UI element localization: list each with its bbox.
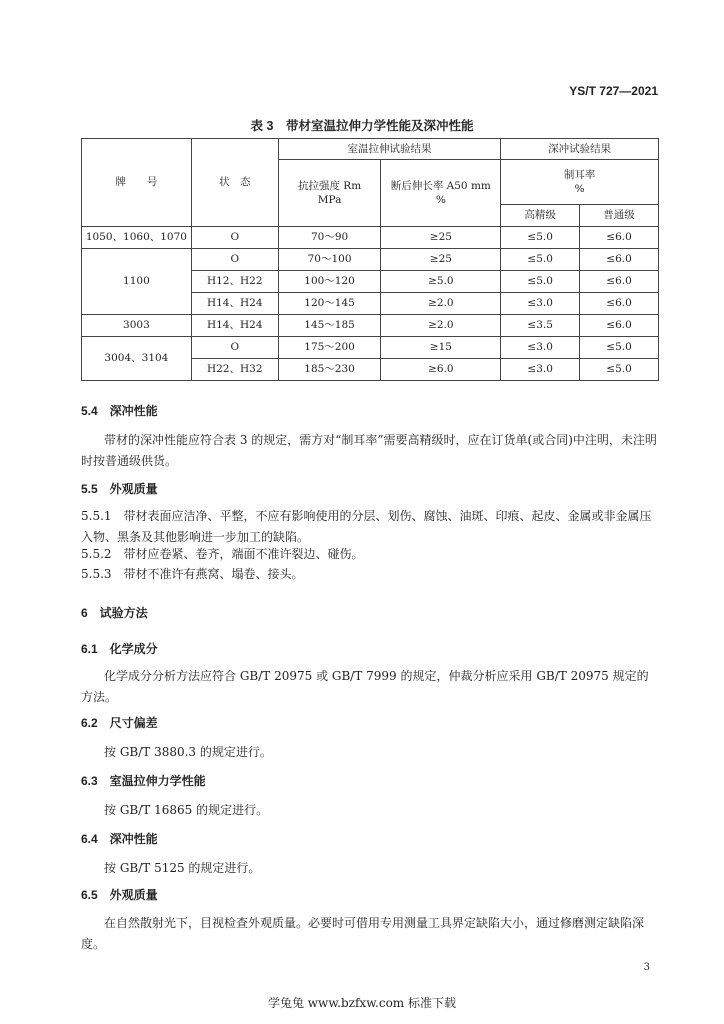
header-strength-line1: 抗拉强度 Rm (297, 179, 362, 192)
table-row (82, 249, 659, 271)
cell-high: ≤3.0 (501, 293, 580, 315)
section-6-2-title: 6.2 尺寸偏差 (81, 716, 158, 730)
section-6-1-body: 化学成分分析方法应符合 GB/T 20975 或 GB/T 7999 的规定，仲裁分析应采用 GB/T 20975 规定的方法。 (81, 669, 649, 704)
section-6-1-title: 6.1 化学成分 (81, 642, 158, 656)
cell-high: ≤5.0 (501, 227, 580, 249)
section-5-5-1: 5.5.1 带材表面应洁净、平整，不应有影响使用的分层、划伤、腐蚀、油斑、印痕、起皮、金属或非金属压入物、黑条及其他影响进一步加工的缺陷。 (81, 509, 652, 544)
cell-state: H14、H24 (191, 315, 278, 337)
table-row (82, 337, 659, 359)
section-6-5-title: 6.5 外观质量 (81, 888, 158, 902)
cell-elongation: ≥25 (381, 249, 501, 271)
header-earing (501, 160, 659, 205)
cell-strength: 175～200 (278, 337, 381, 359)
table-title: 表 3 带材室温拉伸力学性能及深冲性能 (250, 119, 474, 133)
cell-state: H14、H24 (191, 293, 278, 315)
header-earing-line2: % (574, 183, 585, 195)
header-elongation (381, 160, 501, 227)
cell-strength: 70～90 (278, 227, 381, 249)
header-tensile-group: 室温拉伸试验结果 (278, 139, 501, 160)
cell-high: ≤5.0 (501, 249, 580, 271)
cell-normal: ≤6.0 (580, 249, 659, 271)
header-state: 状 态 (191, 139, 278, 227)
cell-state: H12、H22 (191, 271, 278, 293)
cell-normal: ≤5.0 (580, 337, 659, 359)
cell-normal: ≤6.0 (580, 271, 659, 293)
header-high-grade: 高精级 (501, 205, 580, 227)
cell-elongation: ≥15 (381, 337, 501, 359)
cell-elongation: ≥2.0 (381, 315, 501, 337)
cell-normal: ≤6.0 (580, 293, 659, 315)
site-footer: 学兔兔 www.bzfxw.com 标准下载 (267, 996, 457, 1010)
section-6-3-title: 6.3 室温拉伸力学性能 (81, 774, 206, 788)
cell-strength: 70～100 (278, 249, 381, 271)
cell-grade: 1100 (82, 249, 192, 315)
table-row (82, 227, 659, 249)
header-grade: 牌 号 (82, 139, 192, 227)
cell-elongation: ≥5.0 (381, 271, 501, 293)
cell-high: ≤3.5 (501, 315, 580, 337)
cell-grade: 1050、1060、1070 (82, 227, 192, 249)
cell-grade: 3004、3104 (82, 337, 192, 381)
section-6-4-body: 按 GB/T 5125 的规定进行。 (104, 861, 261, 875)
cell-state: O (191, 227, 278, 249)
cell-state: O (191, 249, 278, 271)
properties-table (81, 138, 659, 381)
cell-elongation: ≥25 (381, 227, 501, 249)
section-6-3-body: 按 GB/T 16865 的规定进行。 (104, 803, 269, 817)
cell-strength: 145～185 (278, 315, 381, 337)
section-5-5-2: 5.5.2 带材应卷紧、卷齐，端面不准许裂边、碰伤。 (81, 547, 364, 561)
cell-high: ≤5.0 (501, 271, 580, 293)
section-5-5-3: 5.5.3 带材不准许有燕窝、塌卷、接头。 (81, 567, 304, 581)
cell-normal: ≤5.0 (580, 359, 659, 381)
header-deep-group: 深冲试验结果 (501, 139, 659, 160)
cell-strength: 185～230 (278, 359, 381, 381)
header-strength (278, 160, 381, 227)
cell-strength: 100～120 (278, 271, 381, 293)
header-elongation-line1: 断后伸长率 A50 mm (390, 179, 491, 192)
page-number: 3 (643, 962, 650, 973)
cell-high: ≤3.0 (501, 337, 580, 359)
cell-state: H22、H32 (191, 359, 278, 381)
header-elongation-line2: % (435, 194, 446, 206)
standard-code: YS/T 727—2021 (569, 84, 658, 98)
section-6-title: 6 试验方法 (81, 606, 148, 620)
section-5-5-title: 5.5 外观质量 (81, 482, 158, 496)
cell-state: O (191, 337, 278, 359)
section-5-4-body: 带材的深冲性能应符合表 3 的规定，需方对“制耳率”需要高精级时，应在订货单(或合同)中注明，未注明时按普通级供货。 (81, 433, 657, 468)
cell-normal: ≤6.0 (580, 315, 659, 337)
cell-normal: ≤6.0 (580, 227, 659, 249)
section-6-4-title: 6.4 深冲性能 (81, 832, 158, 846)
table-row (82, 315, 659, 337)
cell-strength: 120～145 (278, 293, 381, 315)
cell-elongation: ≥6.0 (381, 359, 501, 381)
cell-grade: 3003 (82, 315, 192, 337)
section-6-5-body: 在自然散射光下，目视检查外观质量。必要时可借用专用测量工具界定缺陷大小，通过修磨测定缺陷深度。 (81, 916, 645, 951)
header-strength-line2: MPa (317, 194, 342, 206)
section-5-4-title: 5.4 深冲性能 (81, 404, 158, 418)
cell-elongation: ≥2.0 (381, 293, 501, 315)
section-6-2-body: 按 GB/T 3880.3 的规定进行。 (104, 745, 272, 759)
header-earing-line1: 制耳率 (563, 168, 596, 181)
header-normal-grade: 普通级 (580, 205, 659, 227)
cell-high: ≤3.0 (501, 359, 580, 381)
